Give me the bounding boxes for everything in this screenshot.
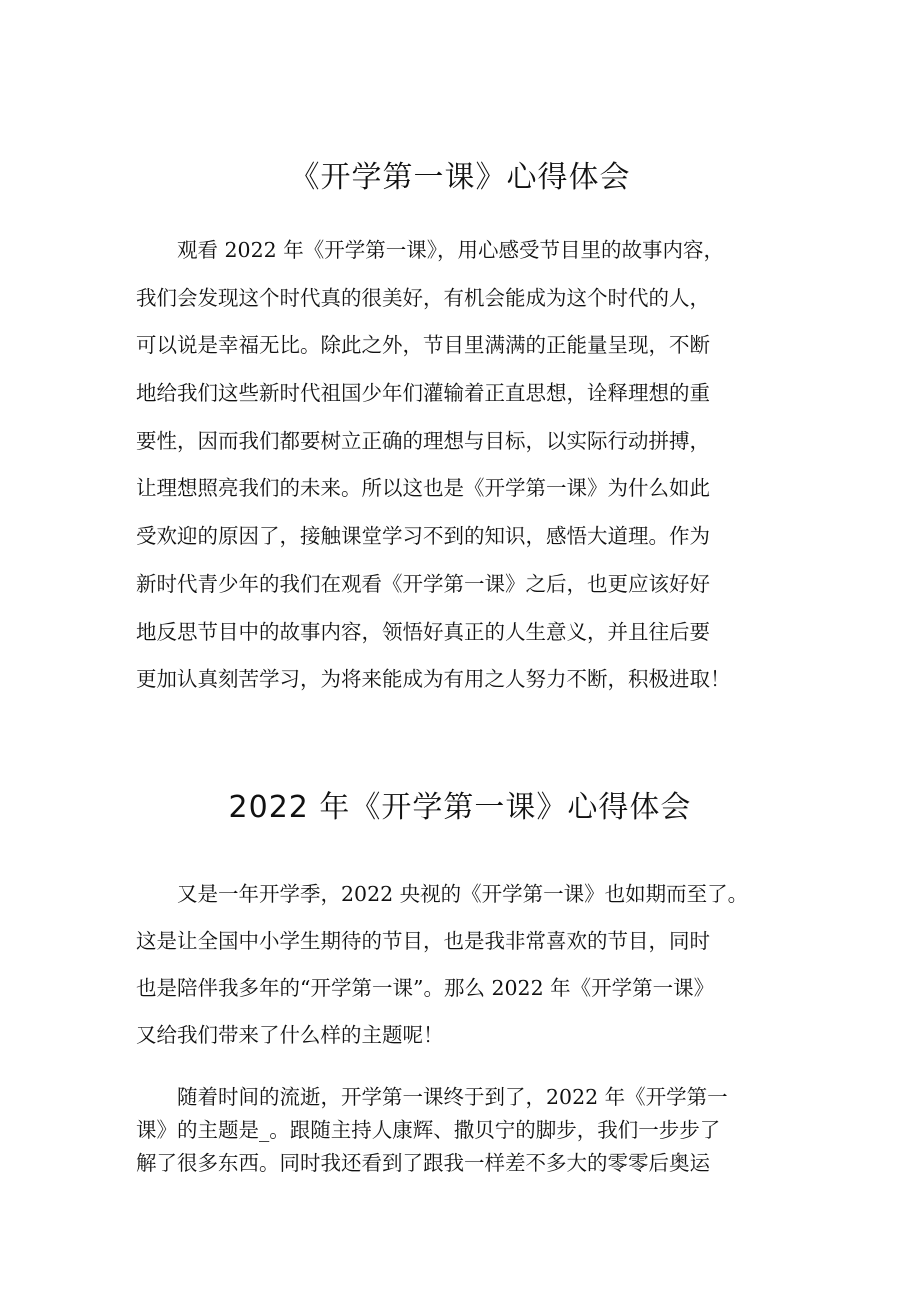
paragraph-1	[136, 227, 806, 704]
paragraph-line: 观看 2022 年《开学第一课》，用心感受节目里的故事内容，	[136, 238, 724, 262]
paragraph-line: 又给我们带来了什么样的主题呢！	[136, 1023, 444, 1047]
paragraph-line: 也是陪伴我多年的“开学第一课”。那么 2022 年《开学第一课》	[136, 976, 715, 1000]
document-title-1: 《开学第一课》心得体会	[289, 160, 631, 195]
paragraph-line: 解了很多东西。同时我还看到了跟我一样差不多大的零零后奥运	[136, 1151, 710, 1175]
paragraph-line: 可以说是幸福无比。除此之外，节目里满满的正能量呈现，不断	[136, 333, 710, 358]
paragraph-line: 让理想照亮我们的未来。所以这也是《开学第一课》为什么如此	[136, 476, 710, 501]
paragraph-3	[136, 1081, 806, 1180]
paragraph-line: 要性，因而我们都要树立正确的理想与目标，以实际行动拼搏，	[136, 428, 710, 453]
paragraph-line: 受欢迎的原因了，接触课堂学习不到的知识，感悟大道理。作为	[136, 524, 710, 549]
paragraph-line: 这是让全国中小学生期待的节目，也是我非常喜欢的节目，同时	[136, 929, 710, 953]
paragraph-2	[136, 871, 806, 1059]
paragraph-line: 地反思节目中的故事内容，领悟好真正的人生意义，并且往后要	[136, 619, 710, 644]
paragraph-line: 更加认真刻苦学习，为将来能成为有用之人努力不断，积极进取！	[136, 667, 731, 692]
paragraph-line: 课》的主题是_。跟随主持人康辉、撒贝宁的脚步，我们一步步了	[136, 1118, 721, 1142]
document-title-2: 2022 年《开学第一课》心得体会	[228, 790, 692, 825]
paragraph-line: 我们会发现这个时代真的很美好，有机会能成为这个时代的人，	[136, 285, 710, 310]
paragraph-line: 新时代青少年的我们在观看《开学第一课》之后，也更应该好好	[136, 571, 710, 596]
paragraph-line: 随着时间的流逝，开学第一课终于到了，2022 年《开学第一	[136, 1085, 728, 1109]
paragraph-line: 又是一年开学季，2022 央视的《开学第一课》也如期而至了。	[136, 882, 749, 906]
paragraph-line: 地给我们这些新时代祖国少年们灌输着正直思想，诠释理想的重	[136, 381, 710, 406]
